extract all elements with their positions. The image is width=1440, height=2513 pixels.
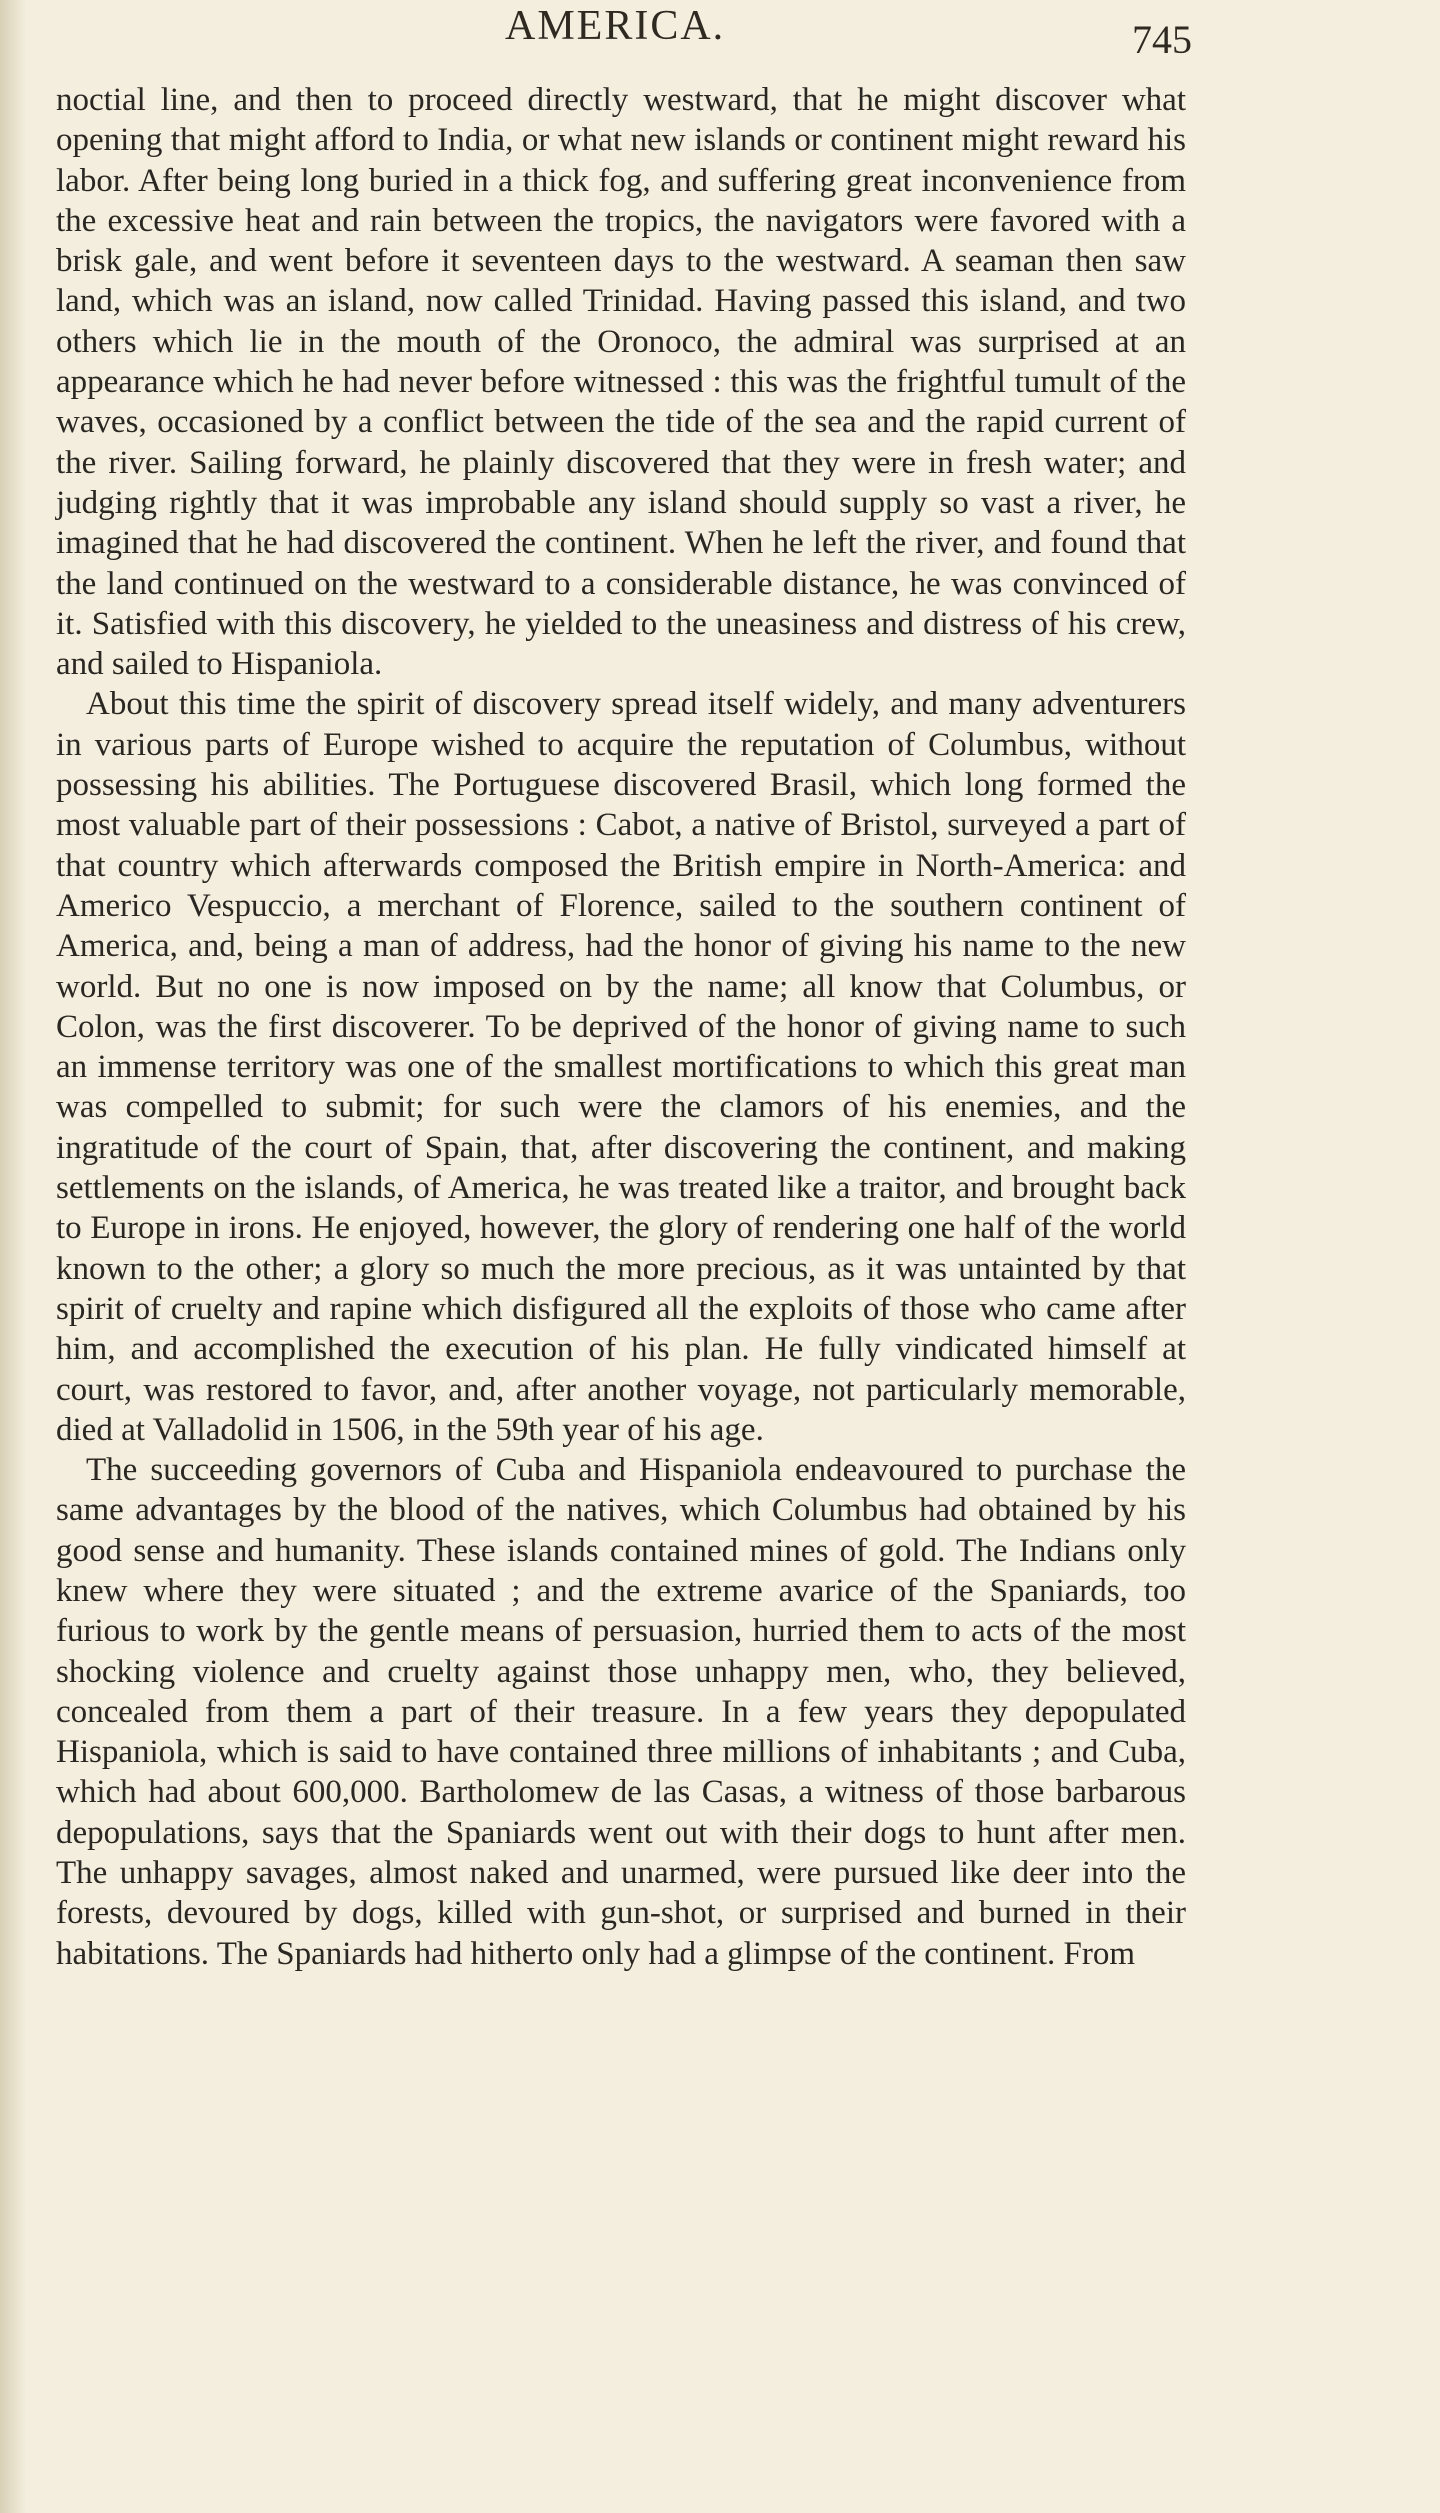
- running-head: AMERICA.: [505, 3, 726, 49]
- gutter-shadow: [0, 0, 26, 2513]
- paragraph-1: noctial line, and then to proceed directly westward, that he might discover what opening that might afford to India, or what new islands or continent might reward his labor. After being long buried in a thick fog, and suffering great inconvenience from the excessive heat and rain between the tropics, the navigators were favored with a brisk gale, and went before it seventeen days to the westward. A seaman then saw land, which was an island, now called Trinidad. Having passed this island, and two others which lie in the mouth of the Oronoco, the admiral was surprised at an appearance which he had never before witnessed : this was the frightful tumult of the waves, occasioned by a conflict between the tide of the sea and the rapid current of the river. Sailing forward, he plainly discovered that they were in fresh water; and judging rightly that it was improbable any island should supply so vast a river, he imagined that he had discovered the continent. When he left the river, and found that the land continued on the westward to a considerable distance, he was convinced of it. Satisfied with this discovery, he yielded to the uneasiness and distress of his crew, and sailed to Hispaniola.: [56, 82, 1186, 683]
- page-header: [0, 0, 1440, 70]
- body-text: [56, 80, 1186, 1974]
- paragraph-3: The succeeding governors of Cuba and Hispaniola endeavoured to purchase the same advantages by the blood of the natives, which Columbus had obtained by his good sense and humanity. These islands contained mines of gold. The Indians only knew where they were situated ; and the extreme avarice of the Spaniards, too furious to work by the gentle means of persuasion, hurried them to acts of the most shocking violence and cruelty against those unhappy men, who, they believed, concealed from them a part of their treasure. In a few years they depopulated Hispaniola, which is said to have contained three millions of inhabitants ; and Cuba, which had about 600,000. Bartholomew de las Casas, a witness of those barbarous depopulations, says that the Spaniards went out with their dogs to hunt after men. The unhappy savages, almost naked and unarmed, were pursued like deer into the forests, devoured by dogs, killed with gun-shot, or surprised and burned in their habitations. The Spaniards had hitherto only had a glimpse of the continent. From: [56, 1452, 1186, 1972]
- page-number: 745: [1132, 17, 1192, 62]
- paragraph-2: About this time the spirit of discovery spread itself widely, and many adventurers in various parts of Europe wished to acquire the reputation of Columbus, without possessing his abilities. The Portuguese discovered Brasil, which long formed the most valuable part of their possessions : Cabot, a native of Bristol, surveyed a part of that country which afterwards composed the British empire in North-America: and Americo Vespuccio, a merchant of Florence, sailed to the southern continent of America, and, being a man of address, had the honor of giving his name to the new world. But no one is now imposed on by the name; all know that Columbus, or Colon, was the first discoverer. To be deprived of the honor of giving name to such an immense territory was one of the smallest mortifications to which this great man was compelled to submit; for such were the clamors of his enemies, and the ingratitude of the court of Spain, that, after discovering the continent, and making settlements on the islands, of America, he was treated like a traitor, and brought back to Europe in irons. He enjoyed, however, the glory of rendering one half of the world known to the other; a glory so much the more precious, as it was untainted by that spirit of cruelty and rapine which disfigured all the exploits of those who came after him, and accomplished the execution of his plan. He fully vindicated himself at court, was restored to favor, and, after another voyage, not particularly memorable, died at Valladolid in 1506, in the 59th year of his age.: [56, 686, 1186, 1448]
